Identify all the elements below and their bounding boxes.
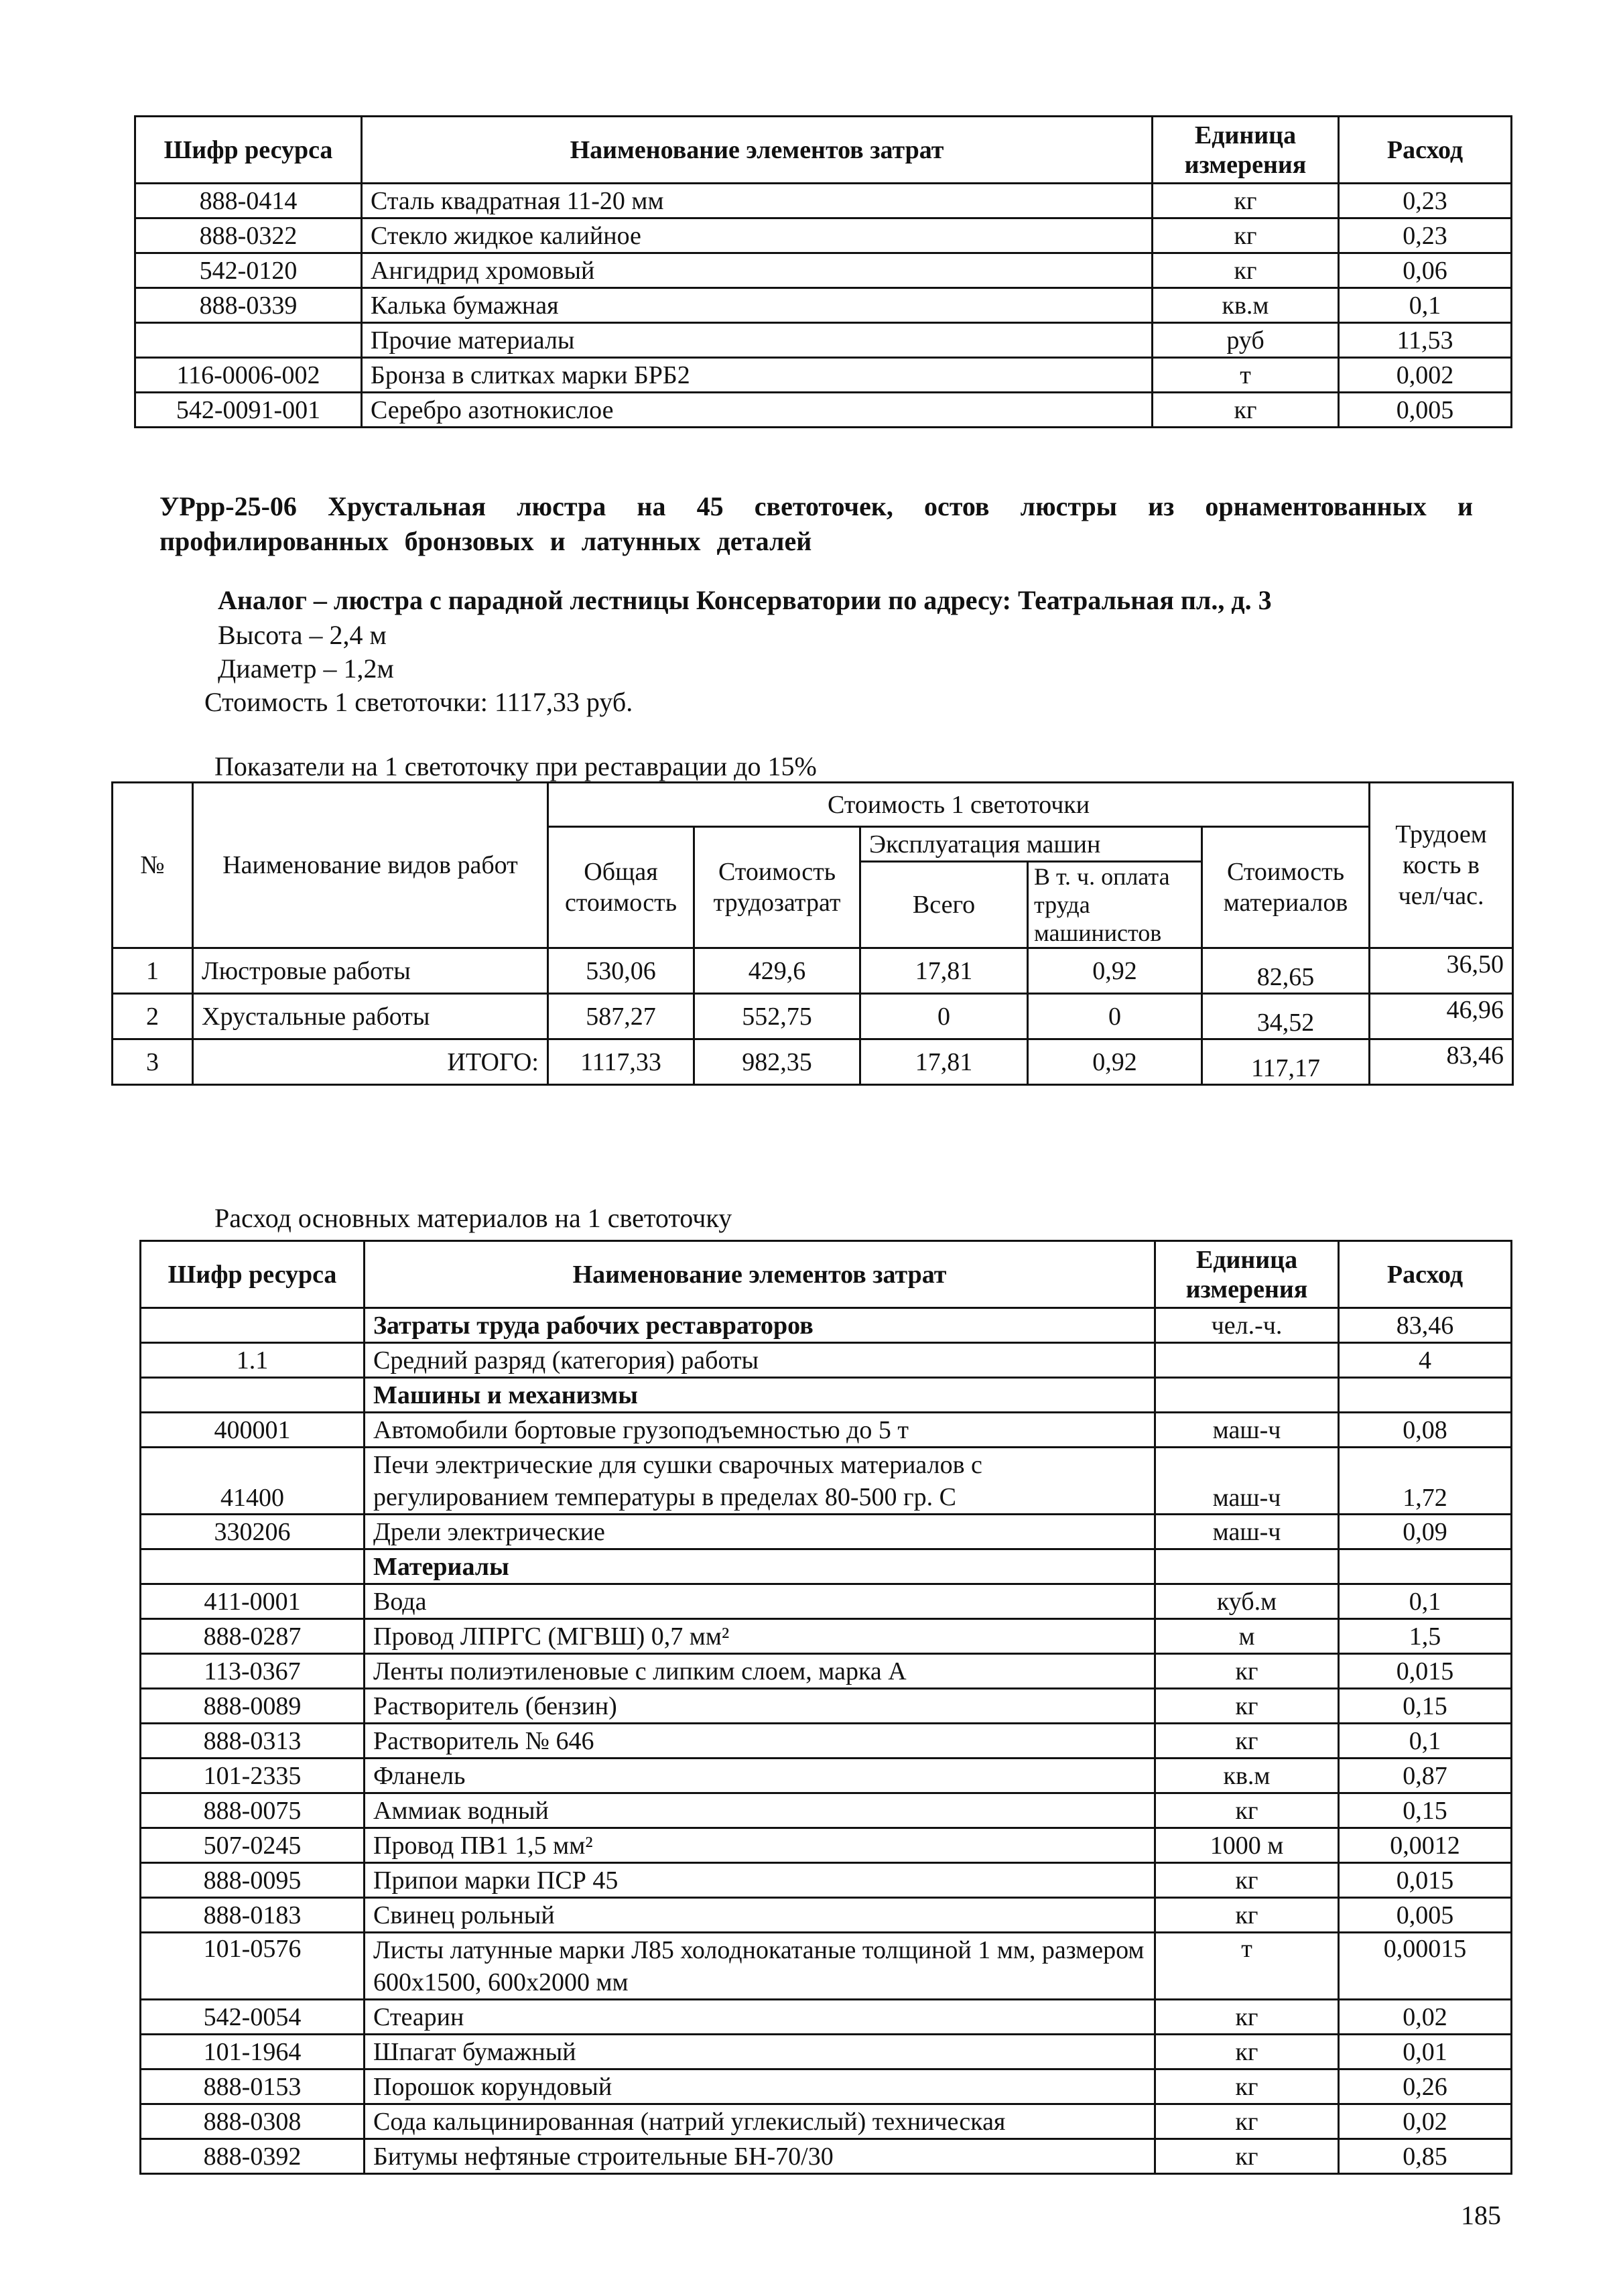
cell-num: 2	[113, 994, 193, 1039]
header-machines: Эксплуатация машин	[860, 827, 1202, 862]
cell-code: 888-0308	[141, 2104, 365, 2139]
cell-code: 542-0054	[141, 2000, 365, 2035]
cell-name: Фланель	[365, 1759, 1155, 1793]
cell-name: Стекло жидкое калийное	[362, 218, 1153, 253]
cell-qty: 0,015	[1339, 1654, 1512, 1689]
cell-unit: кг	[1155, 1793, 1339, 1828]
diameter-line: Диаметр – 1,2м	[218, 653, 394, 684]
analog-line: Аналог – люстра с парадной лестницы Консерватории по адресу: Театральная пл., д. 3	[218, 585, 1272, 615]
table-row	[135, 393, 1512, 428]
cell-qty: 1,72	[1339, 1448, 1512, 1515]
cell-qty: 0,87	[1339, 1759, 1512, 1793]
header-labor-cost: Стоимость трудозатрат	[694, 827, 860, 948]
table-row	[141, 1413, 1512, 1448]
cell-work-name: Хрустальные работы	[193, 994, 548, 1039]
cell-name: Машины и механизмы	[365, 1378, 1155, 1413]
cell-qty: 0,23	[1339, 184, 1512, 218]
cell-name: Шпагат бумажный	[365, 2035, 1155, 2069]
cell-code: 888-0089	[141, 1689, 365, 1724]
cell-qty: 0,15	[1339, 1793, 1512, 1828]
table-row	[135, 323, 1512, 358]
table-row	[141, 1828, 1512, 1863]
cell-code: 888-0392	[141, 2139, 365, 2174]
cell-unit: куб.м	[1155, 1584, 1339, 1619]
table-row	[141, 2069, 1512, 2104]
cell-unit: кг	[1153, 184, 1339, 218]
cell-work-name: ИТОГО:	[193, 1039, 548, 1085]
cell-unit	[1155, 1378, 1339, 1413]
table-row	[141, 1619, 1512, 1654]
cell-name: Растворитель (бензин)	[365, 1689, 1155, 1724]
cell-unit: кг	[1155, 2104, 1339, 2139]
cell-name: Затраты труда рабочих реставраторов	[365, 1308, 1155, 1343]
cell-name: Провод ЛПРГС (МГВШ) 0,7 мм²	[365, 1619, 1155, 1654]
table-row	[141, 1933, 1512, 2000]
table-group-row	[141, 1378, 1512, 1413]
table-row	[135, 218, 1512, 253]
header-cost-group: Стоимость 1 светоточки	[548, 783, 1370, 827]
cell-code: 507-0245	[141, 1828, 365, 1863]
table-row	[113, 994, 1513, 1039]
header-name: Наименование элементов затрат	[362, 117, 1153, 184]
cell-qty: 83,46	[1339, 1308, 1512, 1343]
cell-code: 41400	[141, 1448, 365, 1515]
table-row	[141, 1759, 1512, 1793]
cell-name: Ленты полиэтиленовые с липким слоем, марка А	[365, 1654, 1155, 1689]
section-heading-line1: УРрр-25-06 Хрустальная люстра на 45 светоточек, остов люстры из орнаментованных и	[159, 491, 1473, 521]
page-number: 185	[1461, 2200, 1501, 2230]
cell-code: 888-0287	[141, 1619, 365, 1654]
cell-workload: 83,46	[1370, 1039, 1513, 1085]
cell-qty: 4	[1339, 1343, 1512, 1378]
cost-line: Стоимость 1 светоточки: 1117,33 руб.	[204, 687, 633, 717]
cell-name: Материалы	[365, 1549, 1155, 1584]
cell-unit: кг	[1155, 2035, 1339, 2069]
cell-code: 888-0414	[135, 184, 362, 218]
cell-name: Свинец рольный	[365, 1898, 1155, 1933]
table-row	[135, 253, 1512, 288]
cell-code: 542-0091-001	[135, 393, 362, 428]
cell-qty: 0,15	[1339, 1689, 1512, 1724]
table-row	[141, 1343, 1512, 1378]
header-materials-cost: Стоимость материалов	[1202, 827, 1370, 948]
cell-unit	[1155, 1343, 1339, 1378]
cell-materials-cost: 34,52	[1202, 994, 1370, 1039]
cell-machines-incl: 0,92	[1028, 948, 1202, 994]
cell-code: 400001	[141, 1413, 365, 1448]
cell-code: 101-0576	[141, 1933, 365, 2000]
table-row	[141, 1863, 1512, 1898]
cell-unit: кг	[1153, 393, 1339, 428]
cell-qty: 0,1	[1339, 288, 1512, 323]
header-num: №	[113, 783, 193, 948]
cell-unit: кг	[1155, 2139, 1339, 2174]
table-row	[135, 358, 1512, 393]
cell-code: 888-0339	[135, 288, 362, 323]
cell-name: Прочие материалы	[362, 323, 1153, 358]
cell-code: 888-0322	[135, 218, 362, 253]
cell-code: 411-0001	[141, 1584, 365, 1619]
header-name: Наименование элементов затрат	[365, 1241, 1155, 1308]
cell-unit: кг	[1155, 1724, 1339, 1759]
indicators-table	[111, 781, 1514, 1086]
table-row	[141, 1515, 1512, 1549]
table-row	[141, 1793, 1512, 1828]
cell-unit: кг	[1155, 2069, 1339, 2104]
cell-unit: м	[1155, 1619, 1339, 1654]
table-group-row	[141, 1308, 1512, 1343]
cell-code: 888-0153	[141, 2069, 365, 2104]
table-row	[141, 1654, 1512, 1689]
table-row	[141, 2139, 1512, 2174]
cell-unit: кг	[1155, 1863, 1339, 1898]
cell-name: Битумы нефтяные строительные БН-70/30	[365, 2139, 1155, 2174]
cell-qty	[1339, 1378, 1512, 1413]
header-unit: Единица измерения	[1155, 1241, 1339, 1308]
cell-qty: 0,01	[1339, 2035, 1512, 2069]
cell-code	[135, 323, 362, 358]
cell-qty: 0,1	[1339, 1584, 1512, 1619]
header-qty: Расход	[1339, 117, 1512, 184]
cell-unit	[1155, 1549, 1339, 1584]
table-header-row	[141, 1241, 1512, 1308]
cell-machines-all: 0	[860, 994, 1028, 1039]
cell-code: 101-1964	[141, 2035, 365, 2069]
section-heading-line2: профилированных бронзовых и латунных деталей	[159, 526, 812, 556]
cell-unit: кв.м	[1153, 288, 1339, 323]
cell-name: Бронза в слитках марки БРБ2	[362, 358, 1153, 393]
cell-name: Средний разряд (категория) работы	[365, 1343, 1155, 1378]
cell-qty: 0,08	[1339, 1413, 1512, 1448]
cell-qty: 11,53	[1339, 323, 1512, 358]
cell-code: 101-2335	[141, 1759, 365, 1793]
cell-qty: 0,002	[1339, 358, 1512, 393]
materials-caption: Расход основных материалов на 1 светоточку	[214, 1203, 732, 1233]
cell-unit: кг	[1155, 1689, 1339, 1724]
cell-code: 888-0075	[141, 1793, 365, 1828]
cell-qty: 1,5	[1339, 1619, 1512, 1654]
cell-code	[141, 1308, 365, 1343]
cell-unit: кг	[1155, 2000, 1339, 2035]
table-row	[141, 1724, 1512, 1759]
header-total-cost: Общая стоимость	[548, 827, 694, 948]
header-code: Шифр ресурса	[141, 1241, 365, 1308]
cell-unit: кв.м	[1155, 1759, 1339, 1793]
cell-total-cost: 1117,33	[548, 1039, 694, 1085]
cell-machines-incl: 0,92	[1028, 1039, 1202, 1085]
cell-unit: кг	[1153, 218, 1339, 253]
cell-name: Калька бумажная	[362, 288, 1153, 323]
cell-name: Провод ПВ1 1,5 мм²	[365, 1828, 1155, 1863]
cell-qty: 0,06	[1339, 253, 1512, 288]
header-qty: Расход	[1339, 1241, 1512, 1308]
cell-num: 3	[113, 1039, 193, 1085]
cell-code: 113-0367	[141, 1654, 365, 1689]
cell-qty: 0,02	[1339, 2104, 1512, 2139]
cell-name: Сода кальцинированная (натрий углекислый) техническая	[365, 2104, 1155, 2139]
table-row	[141, 1898, 1512, 1933]
header-workload: Трудоем кость в чел/час.	[1370, 783, 1513, 948]
cell-materials-cost: 82,65	[1202, 948, 1370, 994]
cell-unit: кг	[1155, 1898, 1339, 1933]
height-line: Высота – 2,4 м	[218, 620, 387, 650]
cell-num: 1	[113, 948, 193, 994]
cell-unit: кг	[1155, 1654, 1339, 1689]
cell-qty	[1339, 1549, 1512, 1584]
cell-workload: 46,96	[1370, 994, 1513, 1039]
cell-qty: 0,85	[1339, 2139, 1512, 2174]
cell-name: Дрели электрические	[365, 1515, 1155, 1549]
header-unit: Единица измерения	[1153, 117, 1339, 184]
cell-qty: 0,23	[1339, 218, 1512, 253]
header-machines-all: Всего	[860, 862, 1028, 948]
table-row	[113, 1039, 1513, 1085]
header-machines-incl: В т. ч. оплата труда машинистов	[1028, 862, 1202, 948]
cell-name: Ангидрид хромовый	[362, 253, 1153, 288]
cell-workload: 36,50	[1370, 948, 1513, 994]
cell-code: 116-0006-002	[135, 358, 362, 393]
table-row	[141, 2000, 1512, 2035]
cell-unit: маш-ч	[1155, 1515, 1339, 1549]
table-row	[141, 2104, 1512, 2139]
cell-name: Серебро азотнокислое	[362, 393, 1153, 428]
cell-qty: 0,02	[1339, 2000, 1512, 2035]
materials-table-main	[139, 1240, 1512, 2175]
table-row	[135, 184, 1512, 218]
cell-code: 888-0313	[141, 1724, 365, 1759]
cell-unit: маш-ч	[1155, 1448, 1339, 1515]
cell-labor-cost: 982,35	[694, 1039, 860, 1085]
cell-name: Стеарин	[365, 2000, 1155, 2035]
table-row	[141, 2035, 1512, 2069]
cell-code: 330206	[141, 1515, 365, 1549]
cell-name: Растворитель № 646	[365, 1724, 1155, 1759]
cell-work-name: Люстровые работы	[193, 948, 548, 994]
cell-unit: т	[1155, 1933, 1339, 2000]
cell-total-cost: 587,27	[548, 994, 694, 1039]
cell-unit: кг	[1153, 253, 1339, 288]
cell-name: Вода	[365, 1584, 1155, 1619]
cell-qty: 0,0012	[1339, 1828, 1512, 1863]
cell-qty: 0,26	[1339, 2069, 1512, 2104]
table-row	[113, 948, 1513, 994]
cell-code	[141, 1549, 365, 1584]
cell-code: 1.1	[141, 1343, 365, 1378]
materials-table-top	[134, 115, 1512, 428]
table-header-row	[135, 117, 1512, 184]
table-row	[141, 1448, 1512, 1515]
indicators-caption: Показатели на 1 светоточку при реставрации до 15%	[214, 751, 817, 781]
cell-machines-all: 17,81	[860, 1039, 1028, 1085]
cell-labor-cost: 429,6	[694, 948, 860, 994]
cell-name: Сталь квадратная 11-20 мм	[362, 184, 1153, 218]
cell-unit: маш-ч	[1155, 1413, 1339, 1448]
cell-code: 888-0183	[141, 1898, 365, 1933]
table-row	[141, 1689, 1512, 1724]
cell-qty: 0,09	[1339, 1515, 1512, 1549]
cell-qty: 0,005	[1339, 393, 1512, 428]
cell-labor-cost: 552,75	[694, 994, 860, 1039]
table-group-row	[141, 1549, 1512, 1584]
cell-unit: чел.-ч.	[1155, 1308, 1339, 1343]
cell-name: Порошок корундовый	[365, 2069, 1155, 2104]
cell-name: Печи электрические для сушки сварочных материалов с регулированием температуры в пределах 80-500 гр. С	[365, 1448, 1155, 1515]
cell-code: 542-0120	[135, 253, 362, 288]
cell-unit: руб	[1153, 323, 1339, 358]
header-code: Шифр ресурса	[135, 117, 362, 184]
cell-qty: 0,00015	[1339, 1933, 1512, 2000]
cell-qty: 0,005	[1339, 1898, 1512, 1933]
table-row	[141, 1584, 1512, 1619]
cell-qty: 0,1	[1339, 1724, 1512, 1759]
cell-qty: 0,015	[1339, 1863, 1512, 1898]
cell-total-cost: 530,06	[548, 948, 694, 994]
indicators-header-row-1	[113, 783, 1513, 827]
cell-name: Листы латунные марки Л85 холоднокатаные толщиной 1 мм, размером 600х1500, 600х2000 мм	[365, 1933, 1155, 2000]
cell-name: Аммиак водный	[365, 1793, 1155, 1828]
cell-unit: т	[1153, 358, 1339, 393]
cell-name: Автомобили бортовые грузоподъемностью до 5 т	[365, 1413, 1155, 1448]
cell-name: Припои марки ПСР 45	[365, 1863, 1155, 1898]
cell-code: 888-0095	[141, 1863, 365, 1898]
header-work-name: Наименование видов работ	[193, 783, 548, 948]
cell-unit: 1000 м	[1155, 1828, 1339, 1863]
section-heading	[159, 489, 1473, 559]
table-row	[135, 288, 1512, 323]
cell-code	[141, 1378, 365, 1413]
cell-machines-incl: 0	[1028, 994, 1202, 1039]
cell-materials-cost: 117,17	[1202, 1039, 1370, 1085]
cell-machines-all: 17,81	[860, 948, 1028, 994]
